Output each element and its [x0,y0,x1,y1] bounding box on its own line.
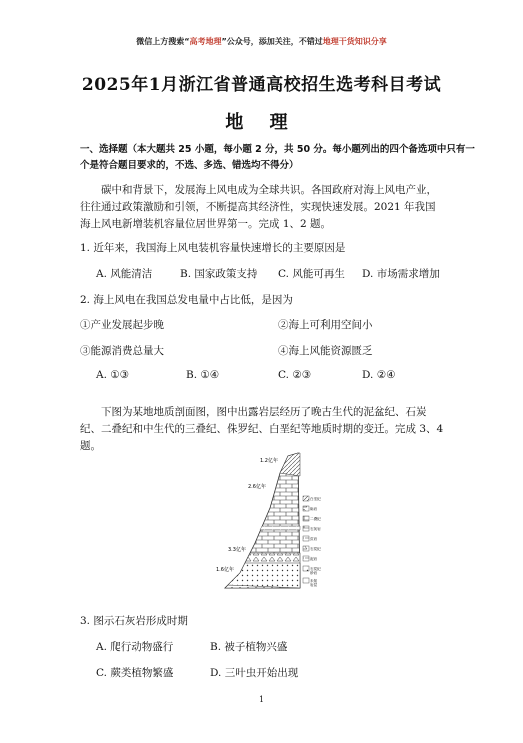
q1-option-a: A. 风能清洁 [96,268,153,280]
legend-label-6: 石炭纪 [310,547,321,551]
q2-item-2: ②海上可利用空间小 [278,319,373,331]
legend-label-2: 砾岩 [310,507,318,511]
question-1-stem: 1. 近年来，我国海上风电装机容量快速增长的主要原因是 [80,242,346,254]
age-label-3: 3.3亿年 [228,547,246,553]
top-layer [280,453,300,476]
legend-label-3: 二叠纪 [310,517,321,521]
q3-option-c: C. 蕨类植物繁盛 [96,667,174,679]
legend-label-4: 石灰岩 [310,527,321,531]
age-label-1: 1.2亿年 [260,458,278,464]
banner-prefix: 微信上方搜索“ [136,37,190,46]
q1-option-c: C. 风能可再生 [278,268,345,280]
section-instructions-line1: 一、选择题（本大题共 25 小题，每小题 2 分，共 50 分。每小题列出的四个备选项中只有一 [80,144,475,155]
passage-1: 碳中和背景下，发展海上风电成为全球共识。各国政府对海上风电产业，往往通过政策激励和引领，不断提高其经济性，实现快速发展。2021 年我国海上风电新增装机容量位居世界第一。完成 1、2 题。 [80,184,437,230]
q3-option-d: D. 三叶虫开始出现 [210,667,299,679]
q2-item-1: ①产业发展起步晚 [80,319,164,331]
top-banner [0,36,523,47]
legend-label-8: 石炭纪 [310,567,321,571]
q2-item-4: ④海上风能资源匮乏 [278,345,373,357]
figure-legend [303,496,321,587]
q3-option-b: B. 被子植物兴盛 [210,641,288,653]
q3-option-a: A. 爬行动物盛行 [96,641,174,653]
question-2-stem: 2. 海上风电在我国总发电量中占比低，是因为 [80,294,293,306]
section-instructions-line2: 个是符合题目要求的，不选、多选、错选均不得分） [80,160,299,171]
q1-option-d: D. 市场需求增加 [362,268,440,280]
banner-suffix: 地理干货知识分享 [322,37,387,46]
legend-label-10: 未知 [310,579,318,583]
legend-label-7: 泥岩 [310,557,318,561]
q1-option-b: B. 国家政策支持 [180,268,258,280]
q2-option-d: D. ②④ [362,369,396,381]
page-number: 1 [258,695,265,704]
legend-label-1: 白垩纪 [310,497,321,501]
legend-label-5: 页岩 [310,537,318,541]
q2-item-3: ③能源消费总量大 [80,345,164,357]
q2-option-b: B. ①④ [186,369,220,381]
exam-title: 2025年1月浙江省普通高校招生选考科目考试 [81,75,442,95]
question-3-stem: 3. 图示石灰岩形成时期 [80,615,188,627]
legend-label-9: 砂岩 [310,571,318,575]
banner-keyword: 高考地理 [189,37,222,46]
q2-option-c: C. ②③ [278,369,312,381]
sandstone-layer [228,563,300,588]
age-label-4: 1.6亿年 [216,567,234,573]
q2-option-a: A. ①③ [96,369,130,381]
subject-title: 地 理 [225,112,298,133]
legend-label-11: 岩层 [310,583,318,587]
age-label-2: 2.6亿年 [248,484,266,490]
geologic-section-figure [216,448,321,593]
passage-2: 下图为某地地质剖面图，图中出露岩层经历了晚古生代的泥盆纪、石炭纪、二叠纪和中生代的三叠纪、侏罗纪、白垩纪等地质时期的变迁。完成 3、4 题。 [80,406,444,452]
banner-middle: ”公众号，添加关注，不错过 [221,37,323,46]
shale-band [260,526,300,530]
